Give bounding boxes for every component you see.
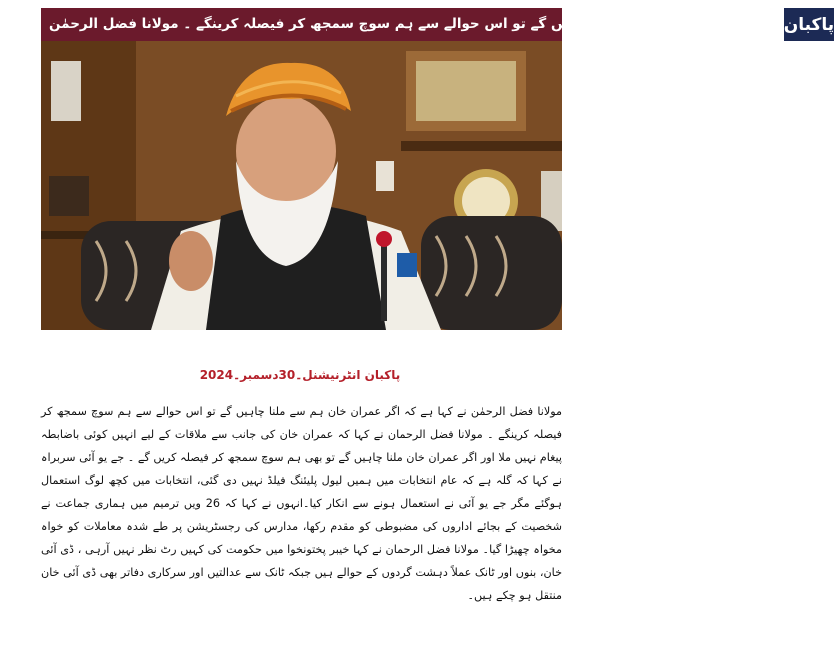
news-header-bar bbox=[41, 8, 834, 41]
headline: اگر عمران خان ہم سے ملنا چاہیں گے تو اس حوالے سے ہم سوچ سمجھ کر فیصلہ کرینگے ۔ مولانا فضل الرحمٰن bbox=[49, 16, 774, 32]
photo-illustration bbox=[41, 41, 562, 330]
dateline: پاکبان انٹرنیشنل۔30دسمبر۔2024 bbox=[199, 368, 401, 382]
article-paragraph: مولانا فضل الرحمٰن نے کہا ہے کہ اگر عمران خان ہم سے ملنا چاہیں گے تو اس حوالے سے ہم سوچ سمجھ کر فیصلہ کرینگے ۔ مولانا فضل الرحمان نے کہا کہ عمران خان کی جانب سے ملاقات کے لیے انہیں کوئی باضابطہ پیغام نہیں ملا اور اگر عمران خان ملنا چاہیں گے تو بھی ہم سوچ سمجھ کر فیصلہ کریں گے ۔ جے یو آئی سربراہ نے کہا کہ گلہ ہے کہ عام انتخابات میں ہمیں لیول پلیئنگ فیلڈ نہیں دی گئی، انتخابات میں کچھ لوگ استعمال ہوگئے مگر جے یو آئی نے استعمال ہونے سے انکار کیا۔انہوں نے کہا کہ 26 ویں ترمیم میں ہماری جماعت نے شخصیت کے بجائے اداروں کی مضبوطی کو مقدم رکھا، مدارس کی رجسٹریشن پر طے شدہ معاملات کو خواہ مخواہ چھیڑا گیا۔ مولانا فضل الرحمان نے کہا خیبر پختونخوا میں حکومت کی کہیں رٹ نظر نہیں آرہی ، ڈی آئی خان، بنوں اور ٹانک عملاً دہشت گردوں کے حوالے ہیں جبکہ ٹانک سے عدالتیں اور سرکاری دفاتر بھی ڈی آئی خان منتقل ہو چکے ہیں۔ bbox=[41, 405, 562, 602]
article-body bbox=[41, 400, 562, 607]
site-logo: پاکبان bbox=[782, 8, 834, 41]
news-photo bbox=[41, 41, 562, 330]
